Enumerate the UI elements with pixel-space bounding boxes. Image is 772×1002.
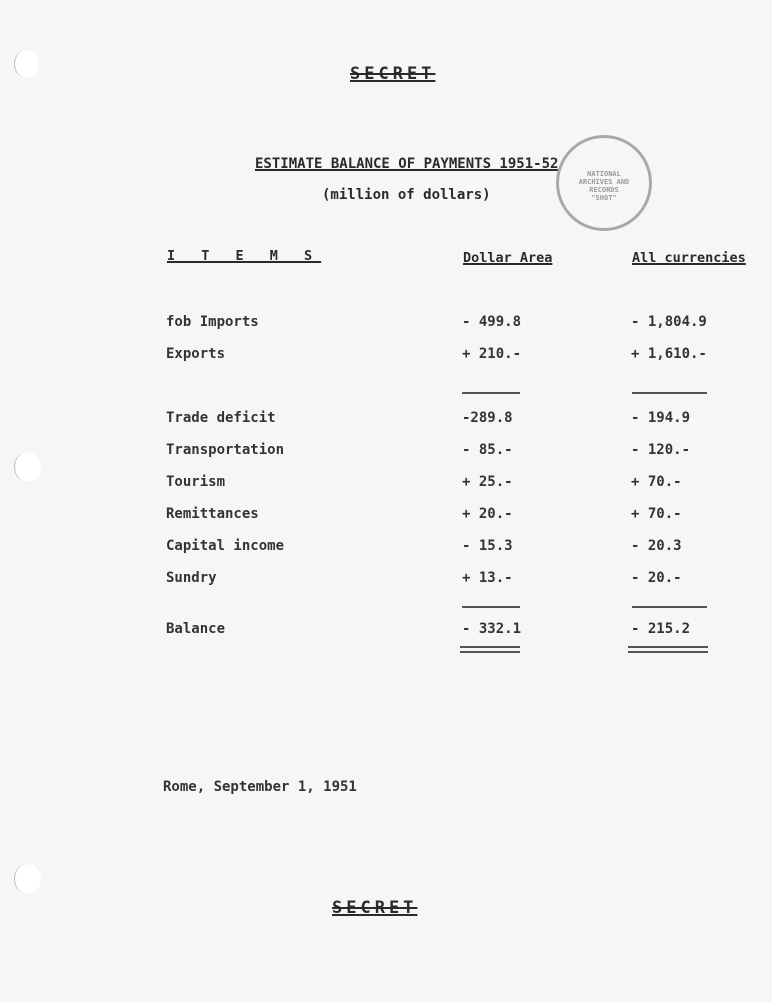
row-item: fob Imports (166, 314, 259, 330)
classification-top: SECRET (350, 64, 436, 84)
row-item: Remittances (166, 506, 259, 522)
subtotal-rule-all (632, 392, 707, 394)
balance-all: - 215.2 (631, 621, 691, 637)
row-dollar: - 85.- (462, 442, 513, 458)
row-all: - 20.- (631, 570, 682, 586)
archives-stamp (556, 135, 652, 231)
row-dollar: + 13.- (462, 570, 513, 586)
document-title: ESTIMATE BALANCE OF PAYMENTS 1951-52 (255, 156, 559, 172)
balance-double-rule-all (628, 646, 708, 653)
row-all: - 20.3 (631, 538, 682, 554)
punch-hole-bottom (14, 864, 41, 894)
row-item: Exports (166, 346, 226, 362)
row-all: - 194.9 (631, 410, 691, 426)
row-item: Sundry (166, 570, 217, 586)
row-item: Transportation (166, 442, 285, 458)
row-all: + 70.- (631, 506, 682, 522)
row-dollar: + 20.- (462, 506, 513, 522)
row-dollar: - 499.8 (462, 314, 522, 330)
row-dollar: + 25.- (462, 474, 513, 490)
stamp-line: "SHOT" (591, 194, 617, 202)
classification-bottom: SECRET (332, 898, 418, 918)
row-item: Tourism (166, 474, 226, 490)
subtotal-rule-dollar (462, 392, 520, 394)
row-all: - 120.- (631, 442, 691, 458)
balance-item: Balance (166, 621, 226, 637)
total-rule-all (632, 606, 707, 608)
place-date: Rome, September 1, 1951 (163, 779, 357, 795)
row-all: + 1,610.- (631, 346, 707, 362)
column-header-all-currencies: All currencies (632, 250, 746, 266)
stamp-line: ARCHIVES AND (578, 178, 630, 186)
row-item: Trade deficit (166, 410, 276, 426)
balance-double-rule-dollar (460, 646, 520, 653)
punch-hole-top (14, 50, 39, 78)
column-header-dollar-area: Dollar Area (463, 250, 553, 266)
row-dollar: - 15.3 (462, 538, 513, 554)
row-dollar: -289.8 (462, 410, 513, 426)
column-header-items: I T E M S (167, 248, 322, 264)
punch-hole-middle (14, 452, 41, 482)
stamp-line: NATIONAL (587, 170, 621, 178)
total-rule-dollar (462, 606, 520, 608)
row-item: Capital income (166, 538, 285, 554)
document-subtitle: (million of dollars) (322, 187, 491, 203)
row-all: - 1,804.9 (631, 314, 707, 330)
row-all: + 70.- (631, 474, 682, 490)
stamp-line: RECORDS (589, 186, 619, 194)
balance-dollar: - 332.1 (462, 621, 522, 637)
row-dollar: + 210.- (462, 346, 522, 362)
